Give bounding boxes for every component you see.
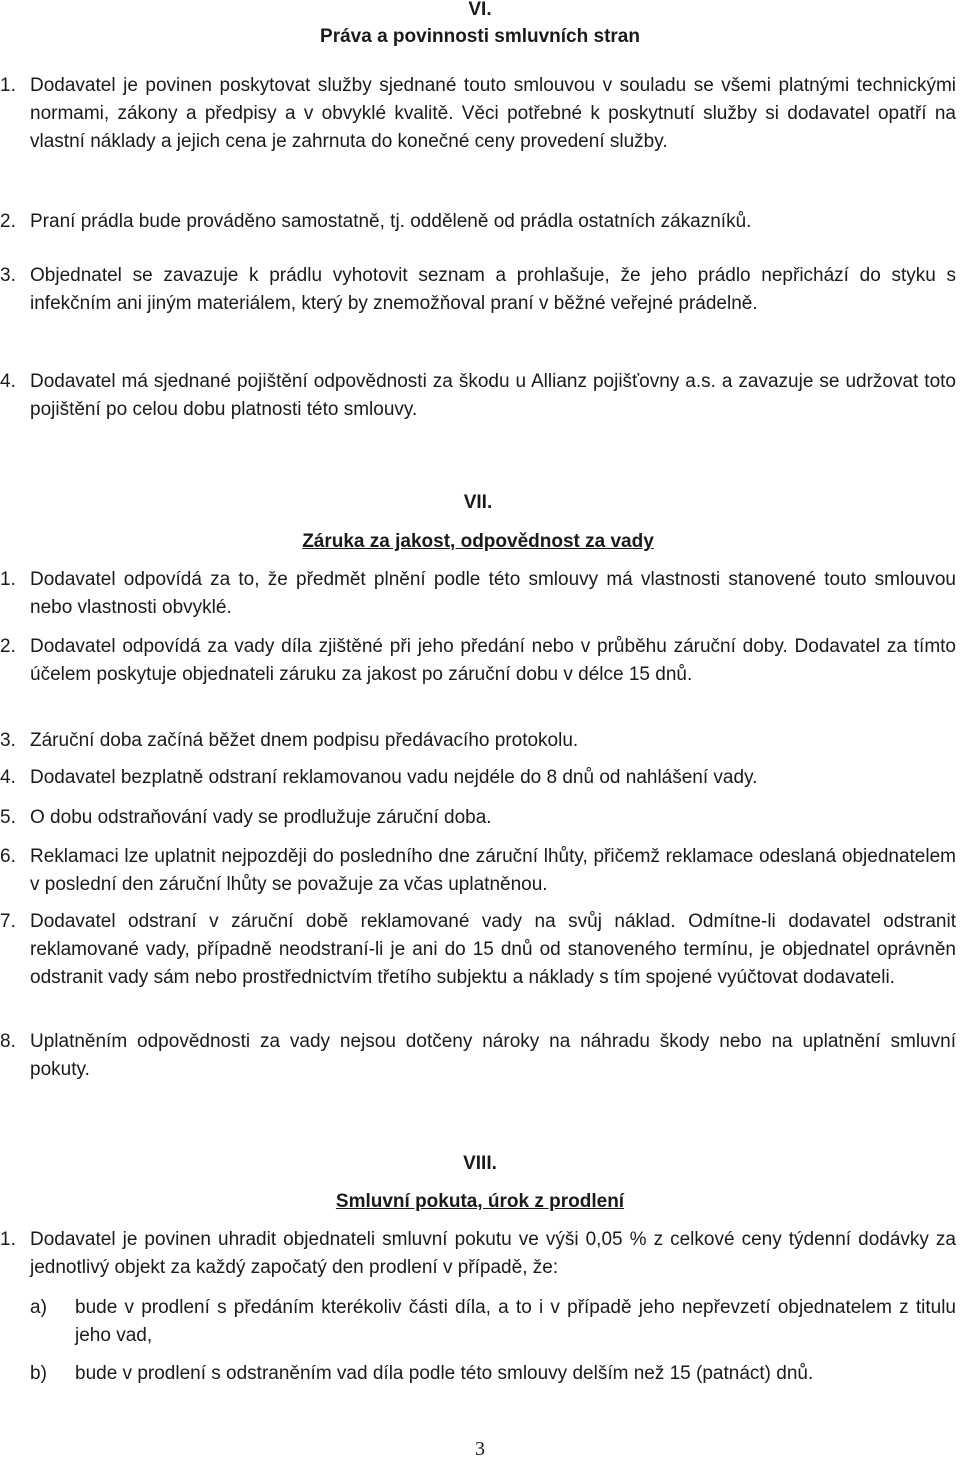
item-text: Praní prádla bude prováděno samostatně, tj. odděleně od prádla ostatních zákazníků. [30, 211, 752, 232]
item-number: 4. [0, 767, 16, 788]
section-8-number: VIII. [463, 1153, 497, 1174]
item-text: Dodavatel odpovídá za to, že předmět plnění podle této smlouvy má vlastnosti stanovené touto smlouvou nebo vlastnosti obvyklé. [30, 569, 956, 618]
item-number: 7. [0, 911, 16, 932]
section-7-number: VII. [463, 492, 493, 513]
item-number: 2. [0, 211, 16, 232]
section-6-title: Práva a povinnosti smluvních stran [320, 26, 640, 47]
item-number: 1. [0, 569, 16, 590]
section-6-item-1 [0, 72, 956, 184]
section-6-number: VI. [468, 0, 492, 20]
subitem-letter: b) [30, 1363, 47, 1384]
subitem-letter: a) [30, 1297, 47, 1318]
item-number: 4. [0, 371, 16, 392]
item-text: O dobu odstraňování vady se prodlužuje záruční doba. [30, 807, 492, 828]
item-text: Objednatel se zavazuje k prádlu vyhotovit seznam a prohlašuje, že jeho prádlo nepřichází do styku s infekčním ani jiným materiálem, který by znemožňoval praní v běžné veřejné prádelně. [30, 265, 956, 314]
subitem-text: bude v prodlení s předáním kterékoliv části díla, a to i v případě jeho nepřevzetí objednatelem z titulu jeho vad, [75, 1297, 956, 1346]
item-number: 3. [0, 265, 16, 286]
item-number: 5. [0, 807, 16, 828]
item-number: 6. [0, 846, 16, 867]
item-text: Záruční doba začíná běžet dnem podpisu předávacího protokolu. [30, 730, 579, 751]
item-text: Dodavatel je povinen uhradit objednateli smluvní pokutu ve výši 0,05 % z celkové ceny týdenní dodávky za jednotlivý objekt za každý započatý den prodlení v případě, že: [30, 1229, 956, 1278]
item-text: Dodavatel odpovídá za vady díla zjištěné při jeho předání nebo v průběhu záruční doby. Dodavatel za tímto účelem poskytuje objednateli záruku za jakost po záruční dobu v délce 15 dnů. [30, 636, 956, 685]
item-number: 2. [0, 636, 16, 657]
item-text: Dodavatel bezplatně odstraní reklamovanou vadu nejdéle do 8 dnů od nahlášení vady. [30, 767, 758, 788]
item-text: Uplatněním odpovědnosti za vady nejsou dotčeny nároky na náhradu škody nebo na uplatnění smluvní pokuty. [30, 1031, 956, 1080]
page-number: 3 [475, 1438, 485, 1460]
section-7-title: Záruka za jakost, odpovědnost za vady [302, 531, 654, 552]
item-number: 1. [0, 1229, 16, 1250]
subitem-text: bude v prodlení s odstraněním vad díla podle této smlouvy delším než 15 (patnáct) dnů. [75, 1363, 814, 1384]
section-8-title: Smluvní pokuta, úrok z prodlení [335, 1191, 625, 1212]
item-number: 3. [0, 730, 16, 751]
item-number: 8. [0, 1031, 16, 1052]
item-text: Dodavatel je povinen poskytovat služby sjednané touto smlouvou v souladu se všemi platnými technickými normami, zákony a předpisy a v obvyklé kvalitě. Věci potřebné k poskytnutí služby si dodavatel opatří na vlastní náklady a jejich cena je zahrnuta do konečné ceny provedení služby. [30, 75, 956, 152]
item-text: Dodavatel odstraní v záruční době reklamované vady na svůj náklad. Odmítne-li dodavatel odstranit reklamované vady, případně neodstraní-li je ani do 15 dnů od stanoveného termínu, je objednatel oprávněn odstranit vady sám nebo prostřednictvím třetího subjektu a náklady s tím spojené vyúčtovat dodavateli. [30, 911, 956, 988]
item-text: Reklamaci lze uplatnit nejpozději do posledního dne záruční lhůty, přičemž reklamace odeslaná objednatelem v poslední den záruční lhůty se považuje za včas uplatněnou. [30, 846, 956, 895]
item-number: 1. [0, 75, 16, 96]
item-text: Dodavatel má sjednané pojištění odpovědnosti za škodu u Allianz pojišťovny a.s. a zavazuje se udržovat toto pojištění po celou dobu platnosti této smlouvy. [30, 371, 956, 420]
